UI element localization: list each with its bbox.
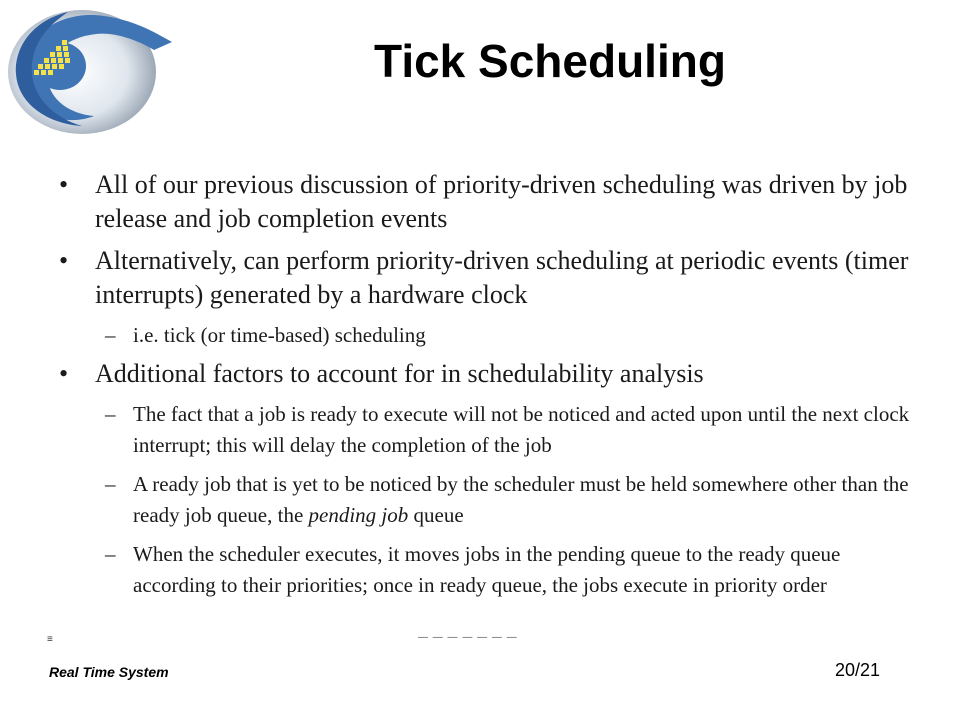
sub-bullet-text: When the scheduler executes, it moves jobs in the pending queue to the ready queue according to their priorities; once in ready queue, the jobs execute in priority order <box>133 542 841 597</box>
render-artifact: — — — — — — — <box>418 632 518 643</box>
bullet-dot: • <box>59 246 69 275</box>
bullet-item <box>55 244 915 312</box>
pending-job-term: pending job <box>308 503 409 527</box>
bullet-item <box>55 168 915 236</box>
sub-bullet-item <box>55 399 915 461</box>
render-artifact: ≡ <box>47 634 53 645</box>
slide-content <box>55 168 915 609</box>
dash-mark: – <box>105 323 116 347</box>
sub-bullet-text <box>133 472 909 527</box>
dash-mark: – <box>105 542 116 566</box>
sub-bullet-text-start: A ready job that is yet to be noticed by the scheduler must be held somewhere other than the ready job queue, the <box>133 472 909 527</box>
sub-bullet-item <box>55 539 915 601</box>
page-number: 20/21 <box>835 660 881 680</box>
bullet-text: All of our previous discussion of priority-driven scheduling was driven by job release and job completion events <box>95 170 908 233</box>
footer-course-title: Real Time System <box>49 664 169 680</box>
bullet-item <box>55 357 915 391</box>
sub-bullet-text: i.e. tick (or time-based) scheduling <box>133 323 426 347</box>
bullet-text: Additional factors to account for in schedulability analysis <box>95 359 704 388</box>
sub-bullet-text-end: queue <box>408 503 464 527</box>
bullet-dot: • <box>59 170 69 199</box>
sub-bullet-item <box>55 320 915 351</box>
sub-bullet-item <box>55 469 915 531</box>
slide-title: Tick Scheduling <box>374 35 726 87</box>
bullet-text: Alternatively, can perform priority-driven scheduling at periodic events (timer interrupts) generated by a hardware clock <box>95 246 909 309</box>
dash-mark: – <box>105 472 116 496</box>
dash-mark: – <box>105 402 116 426</box>
university-logo-icon <box>4 2 180 142</box>
sub-bullet-text: The fact that a job is ready to execute will not be noticed and acted upon until the next clock interrupt; this will delay the completion of the job <box>133 402 910 457</box>
bullet-dot: • <box>59 359 69 388</box>
